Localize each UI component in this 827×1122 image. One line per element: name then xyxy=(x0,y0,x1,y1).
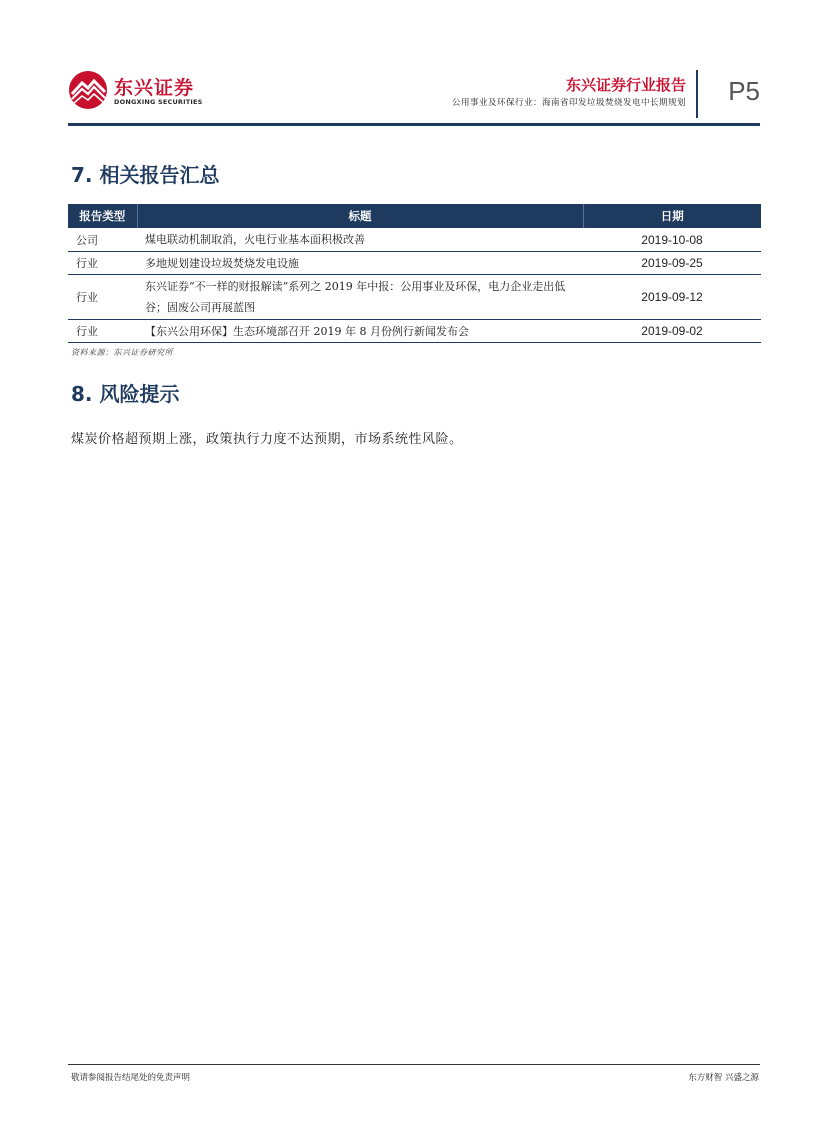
report-title: 东兴证券行业报告 xyxy=(565,76,686,94)
column-header-title: 标题 xyxy=(137,204,583,228)
table-row xyxy=(68,228,761,252)
dongxing-logo-icon xyxy=(68,70,110,110)
logo-text-cn: 东兴证券 xyxy=(114,77,195,99)
report-type-cell: 公司 xyxy=(68,228,137,252)
risk-paragraph: 煤炭价格超预期上涨，政策执行力度不达预期，市场系统性风险。 xyxy=(71,432,463,447)
report-date-cell: 2019-10-08 xyxy=(583,228,761,252)
footer-rule xyxy=(68,1064,760,1065)
table-source-note: 资料来源：东兴证券研究所 xyxy=(71,348,173,357)
logo-text-en: DONGXING SECURITIES xyxy=(114,98,203,106)
report-date-cell: 2019-09-02 xyxy=(583,320,761,343)
footer-disclaimer-note: 敬请参阅报告结尾处的免责声明 xyxy=(71,1073,191,1083)
report-type-cell: 行业 xyxy=(68,320,137,343)
report-type-cell: 行业 xyxy=(68,275,137,320)
section-heading-related-reports: 7. 相关报告汇总 xyxy=(71,163,220,187)
related-reports-table xyxy=(68,204,761,343)
table-row xyxy=(68,275,761,320)
report-title-cell: 煤电联动机制取消，火电行业基本面积极改善 xyxy=(137,228,583,252)
column-header-date: 日期 xyxy=(583,204,761,228)
report-date-cell: 2019-09-12 xyxy=(583,275,761,320)
section-heading-risk: 8. 风险提示 xyxy=(71,382,180,406)
header-divider xyxy=(696,70,698,118)
table-row xyxy=(68,252,761,275)
report-title-cell: 东兴证券“不一样的财报解读”系列之 2019 年中报：公用事业及环保，电力企业走出低谷；固废公司再展蓝图 xyxy=(137,275,583,320)
page-number: P5 xyxy=(728,76,760,106)
header-rule xyxy=(68,123,760,126)
footer-slogan: 东方财智 兴盛之源 xyxy=(688,1073,759,1083)
report-type-cell: 行业 xyxy=(68,252,137,275)
report-title-cell: 【东兴公用环保】生态环境部召开 2019 年 8 月份例行新闻发布会 xyxy=(137,320,583,343)
report-subtitle: 公用事业及环保行业：海南省印发垃圾焚烧发电中长期规划 xyxy=(451,98,686,108)
page-header xyxy=(68,62,760,126)
table-header-row xyxy=(68,204,761,228)
report-date-cell: 2019-09-25 xyxy=(583,252,761,275)
table-row xyxy=(68,320,761,343)
report-title-cell: 多地规划建设垃圾焚烧发电设施 xyxy=(137,252,583,275)
company-logo xyxy=(68,70,203,110)
column-header-type: 报告类型 xyxy=(68,204,137,228)
